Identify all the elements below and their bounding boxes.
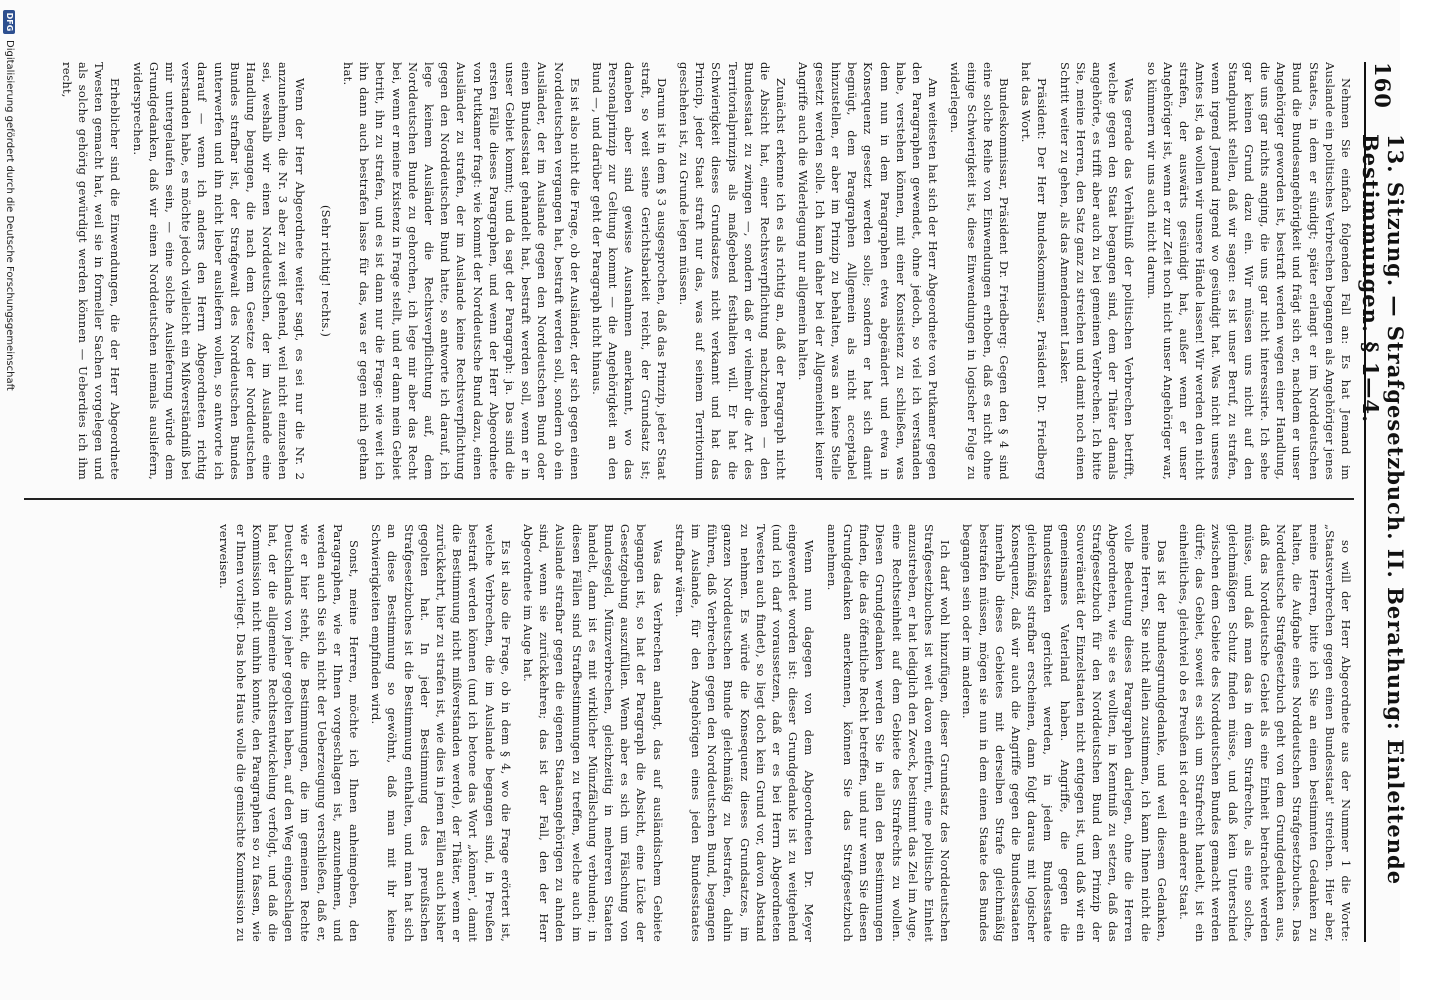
applause-note: (Sehr richtig! rechts.): [318, 204, 333, 338]
paragraph: Was gerade das Verhältniß der politischen Verbrechen betrifft, welche gegen den Staat begangen sind, dem der Thäter damals angehörte, es trifft aber auch zu bei gemeinen Verbrechen. Ich bitte Sie, meine Herren, den Satz ganz zu streichen und damit noch einen Schritt weiter zu gehen, als das Amendement Lasker.: [1057, 62, 1137, 480]
paragraph: so will der Herr Abgeordnete aus der Nummer 1 die Worte: „Staatsverbrechen gegen einen Bundesstaat' streichen. Hier aber, meine Herren, bitte ich Sie an einen bestimmten Gedanken zu halten, die Aufgabe eines Norddeutschen Strafgesetzbuches. Das Norddeutsche Strafgesetzbuch geht von dem Grundgedanken aus, daß das Norddeutsche Gebiet als eine Einheit betrachtet werden müsse, und daß man das in dem Strafrechte, als eine solche, gleichmäßigen Schutz finden müsse, und daß kein Unterschied zwischen dem Gebiete des Norddeutschen Bundes gemacht werden dürfe; das Gebiet, soweit es sich um Strafrecht handelt, ist ein einheitliches, gleichviel ob es Preußen ist oder ein anderer Staat.: [1176, 524, 1353, 942]
dfg-logo: DFG: [3, 10, 15, 34]
paragraph: Sonst, meine Herren, möchte ich Ihnen anheimgeben, den Paragraphen, wie er Ihnen vorgeschlagen ist, anzunehmen, und werden auch Sie sich nicht der Ueberzeugung verschließen, daß er, wie er hier steht, die Bestimmungen, die im gemeinen Rechte Deutschlands von jeher gegolten haben, auf den Weg eingeschlagen hat, der die allgemeine Rechtsentwickelung verfolgt, und daß die Kommission nicht umhin konnte, den Paragraphen so zu fassen, wie er Ihnen vorliegt. Das hohe Haus wolle die gemischte Kommission zu verweisen.: [217, 524, 362, 942]
paragraph: Wenn der Herr Abgeordnete weiter sagt, es sei nur die Nr. 2 anzunehmen, die Nr. 3 aber zu weit gehend, weil nicht einzusehen sei, weshalb wir einen Norddeutschen, der im Auslande eine Handlung begangen, die nach dem Gesetze der Norddeutschen Bundes strafbar ist, der Strafgewalt des Norddeutschen Bundes unterwerfen und ihn nicht lieber ausliefern wollen, so antworte ich darauf — wenn ich anders den Herrn Abgeordneten richtig verstanden habe, es möchte jedoch vielleicht ein Mißverständniß bei mir untergelaufen sein, — eine solche Auslieferung würde dem Grundgedanken, daß wir einen Norddeutschen niemals ausliefern, widersprechen.: [130, 62, 307, 480]
paragraph: Am weitesten hat sich der Herr Abgeordnete von Putkamer gegen den Paragraphen gewendet, ohne jedoch, so viel ich verstanden habe, verstehen können, mit einer Konsistenz zu schließen, was denn nun in dem Paragraphen etwa abgeändert und etwa in Konsequenz gesetzt werden solle; sondern er hat sich damit begnügt, dem Paragraphen Allgemein als nicht acceptabel hinzustellen, er aber im Prinzip zu behalten, was an keine Stelle gesetzt werden solle. Ich kann daher bei der Allgemeinheit keiner Angriffe auch die Widerlegung nur allgemein halten.: [796, 62, 941, 480]
credit-text: Digitalisierung gefördert durch die Deutsche Forschungsgemeinschaft: [4, 40, 15, 391]
text-columns: [24, 62, 1354, 942]
paragraph: Präsident: Der Herr Bundeskommissar, Präsident Dr. Friedberg hat das Wort.: [1019, 62, 1050, 480]
paragraph: Es ist also die Frage, ob in dem § 4, wo die Frage erörtert ist, welche Verbrechen, die im Auslande begangen sind, in Preußen bestraft werden können (und ich betone das Wort „können', damit die Bestimmung nicht mißverstanden werde), der Thäter, wenn er zurückkehrt, hier zu strafen ist, wie dies in jenen Fällen auch bisher gegolten hat. In jeder Bestimmung des preußischen Strafgesetzbuches ist die Bestimmung enthalten, und man hat sich an diese Bestimmung so gewöhnt, daß man mit ihr keine Schwierigkeiten empfinden wird.: [369, 524, 513, 942]
paragraph: Darum ist in dem § 3 ausgesprochen, daß das Prinzip, jeder Staat straft, so weit seine Gerichtsbarkeit reicht, der Grundsatz ist; daneben aber sind gewisse Ausnahmen anerkannt, wo das Personalprinzip zur Geltung kommt — die Angehörigkeit an den Bund —, und darüber geht der Paragraph nicht hinaus.: [590, 62, 669, 480]
digitization-credit: [0, 0, 18, 1000]
paragraph: Das ist der Bundesgrundgedanke, und weil diesem Gedanken, meine Herren, Sie nicht allein zustimmen, ich kann Ihnen nicht die volle Bedeutung dieses Paragraphen darlegen, ohne die Herren Abgeordneten, wie sie es wollten, in Kenntniß zu setzen, daß das Strafgesetzbuch für den Norddeutschen Bund dem Prinzip der Souveränetät der Einzelstaaten nicht entgegen ist, und daß wir ein gemeinsames Vaterland haben. Angriffe, die gegen die Bundesstaaten gerichtet werden, in jedem Bundesstaate gleichmäßig strafbar erscheinen, dann folgt daraus mit logischer Konsequenz, daß wir auch die Angriffe gegen die Bundesstaaten innerhalb dieses Gebietes mit derselben Strafe gleichmäßig bestrafen müssen, mögen sie nun in dem einen Staate des Bundes begangen sein oder im anderen.: [960, 524, 1169, 942]
paragraph: Zunächst erkenne ich es als richtig an, daß der Paragraph nicht die Absicht hat, einer Rechtsverpflichtung nachzugehen — den Bundesstaat zu zwingen —, sondern daß er vielmehr die Art des Territorialprinzips als maßgebend festhalten will. Er hat die Schwierigkeit dieses Grundsatzes nicht verkannt und hat das Princip, jeder Staat straft nur das, was auf seinem Territorium geschehen ist, zu Grunde legen müssen.: [677, 62, 789, 480]
paragraph: Ich darf wohl hinzufügen, dieser Grundsatz des Norddeutschen Strafgesetzbuches ist weit davon entfernt, eine politische Einheit anzustreben, er hat lediglich den Zweck, bestimmt das Ziel im Auge, eine Rechtseinheit auf dem Gebiete des Strafrechts zu wollen. Diesen Grundgedanken werden Sie in allen den Bestimmungen finden, die das öffentliche Recht betreffen, und nur wenn Sie diesen Grundgedanken anerkennen, können Sie das Strafgesetzbuch annehmen.: [824, 524, 953, 942]
page-number: 160: [1370, 62, 1396, 109]
running-head: [1358, 62, 1408, 942]
paragraph: Es ist also nicht die Frage, ob der Ausländer, der sich gegen einen Norddeutschen vergangen hat, bestraft werden soll, sondern ob ein Ausländer, der im Auslande gegen den Norddeutschen Bund oder einen Bundesstaat gehandelt hat, bestraft werden soll, wenn er in unser Gebiet kommt; und da sagt der Paragraph: ja. Das sind die ersten Fälle dieses Paragraphen, und wenn der Herr Abgeordnete von Puttkamer fragt: wie kommt der Norddeutsche Bund dazu, einen Ausländer zu strafen, der im Auslande keine Rechtsverpflichtung gegen den Norddeutschen Bund hatte, so antworte ich darauf, ich lege keinem Ausländer die Rechtsverpflichtung auf, dem Norddeutschen Bunde zu gehorchen, ich lege mir aber das Recht bei, wenn er meine Existenz in Frage stellt, und er dann mein Gebiet betritt, ihn zu strafen, und es ist dann nur die Frage: wie weit ich ihn dann auch bestrafen lasse für das, was er gegen mich gethan hat.: [341, 62, 582, 480]
paragraph: Wenn nun dagegen von dem Abgeordneten Dr. Meyer eingewendet worden ist: dieser Grundgedanke ist zu weitgehend (und ich darf voraussetzen, daß er es bei Herrn Abgeordneten Twesten auch findet), so liegt doch kein Grund vor, davon Abstand zu nehmen. Es würde die Konsequenz dieses Grundsatzes, im ganzen Norddeutschen Bunde gleichmäßig zu bestrafen, dahin führen, daß Verbrechen gegen den Norddeutschen Bund, begangen im Auslande, für den Angehörigen eines jeden Bundesstaates strafbar wären.: [672, 524, 817, 942]
page-title: 13. Sitzung. — Strafgesetzbuch. II. Berathung: Einleitende Bestimmungen. § 1—4.: [1358, 134, 1408, 886]
column-divider: [24, 498, 1354, 500]
paragraph: Nehmen Sie einfach folgenden Fall an: Es hat Jemand im Auslande ein politisches Verbrechen begangen als Angehöriger jenes Staates, in dem er sündigt; später erlangt er im Norddeutschen Bund die Bundesangehörigkeit und frägt sich er, nachdem er unser Angehöriger geworden ist, bestraft werden wegen einer Handlung, die uns gar nichts anging, die uns gar nicht interessirte. Ich sehe gar keinen Grund dazu ein. Wir müssen uns nicht auf den Standpunkt stellen, daß wir sagen: es ist unser Beruf, zu strafen, wenn irgend Jemand irgend wo gesündigt hat. Was nicht unseres Amtes ist, da wollen wir unsere Hände lassen! Wir werden den nicht strafen, der auswärts gesündigt hat, außer wenn er unser Angehöriger ist, wenn er zur Zeit noch nicht unser Angehöriger war, so kümmern wir uns auch nicht darum.: [1144, 62, 1353, 480]
paragraph: Bundeskommissar, Präsident Dr. Friedberg: Gegen den § 4 sind eine solche Reihe von Einwendungen erhoben, daß es nicht ohne einige Schwierigkeit ist, diese Einwendungen in logischer Folge zu widerlegen.: [948, 62, 1011, 480]
left-column: [24, 62, 1354, 480]
paragraph: Erheblicher sind die Einwendungen, die der Herr Abgeordnete Twesten gemacht hat, weil sie in formeller Sachen vorgelegen und als solche gehörig gewürdigt werden können — Ueberdies ich ihm recht,: [59, 62, 123, 480]
paragraph: Was das Verbrechen anlangt, das auf ausländischem Gebiete begangen ist, so hat der Paragraph die Absicht, eine Lücke der Gesetzgebung auszufüllen. Wenn aber es sich um Fälschung von Bundesgeld, Münzverbrechen, gleichzeitig in mehreren Staaten handelt, dann ist es mit wirklicher Münzfälschung verbunden; in diesen Fällen sind Strafbestimmungen zu treffen, welche auch im Auslande strafbar gegen die eigenen Staatsangehörigen zu ahnden sind, wenn sie zurückkehren; das ist der Fall, den der Herr Abgeordnete im Auge hat.: [521, 524, 665, 942]
right-column: [24, 524, 1354, 942]
